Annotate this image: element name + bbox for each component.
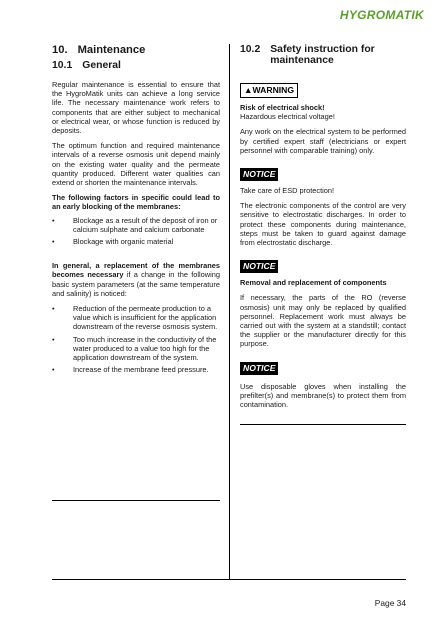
warning-text: Any work on the electrical system to be performed by certified expert staff (electricians or expert personnel with comparable training) only. (240, 127, 406, 155)
parameters-list (52, 304, 220, 374)
list-item: • Blockage as a result of the deposit of iron or calcium sulphate and calcium carbonate (52, 215, 218, 234)
right-end-rule (240, 424, 406, 425)
list-item: • Too much increase in the conductivity of the water produced to a value too high for the application downstream of the system. (52, 334, 217, 363)
warning-subheading: Hazardous electrical voltage! (240, 112, 335, 122)
notice-badge: NOTICE (240, 168, 278, 181)
subsection-heading-general: 10.1 General (52, 60, 121, 71)
page-number: Page 34 (374, 598, 406, 608)
subsection-heading-safety: 10.2 Safety instruction for maintenance (240, 44, 375, 66)
section-heading: 10. Maintenance (52, 44, 146, 56)
column-divider (229, 44, 230, 579)
general-paragraph-2: The optimum function and required maintenance intervals of a reverse osmosis unit depend mainly on the existing water quality and the permeate quantity produced. Different water qualities can extend or shorten the maintenance intervals. (52, 141, 220, 188)
footer-rule (52, 579, 406, 580)
notice-badge: NOTICE (240, 362, 278, 375)
general-paragraph-1: Regular maintenance is essential to ensure that the HygroMatik units can achieve a long service life. The necessary maintenance work refers to components that are either subject to mechanical or electrical wear, or whose function is reduced by deposits. (52, 80, 220, 136)
warning-heading: Risk of electrical shock! (240, 103, 325, 112)
left-column (52, 44, 220, 377)
list-item: • Reduction of the permeate production to a value which is insufficient for the application downstream of the reverse osmosis system. (52, 304, 218, 332)
factors-list (52, 216, 220, 247)
notice-replacement-heading: Removal and replacement of components (240, 278, 387, 288)
list-item: • Blockage with organic material (52, 237, 174, 247)
notice-badge: NOTICE (240, 260, 278, 273)
notice-gloves-text: Use disposable gloves when installing the prefilter(s) and membrane(s) to protect them from contamination. (240, 381, 406, 410)
notice-esd-heading: Take care of ESD protection! (240, 186, 335, 196)
warning-badge: ▲WARNING (240, 83, 298, 98)
replacement-paragraph: In general, a replacement of the membranes becomes necessary if a change in the following basic system parameters (at the same temperature and salinity) is noticed: (52, 261, 220, 298)
notice-replacement-text: If necessary, the parts of the RO (reverse osmosis) unit may only be replaced by qualified personnel. Replacement work must always be carried out with the system at a standstill; contact the supplier or the manufacturer directly for this purpose. (240, 293, 406, 349)
left-end-rule (52, 500, 220, 501)
warning-triangle-icon: ▲ (244, 85, 253, 95)
factors-heading: The following factors in specific could lead to an early blocking of the membranes: (52, 193, 220, 212)
list-item: • Increase of the membrane feed pressure. (52, 365, 209, 375)
hygromatik-logo: HYGROMATIK (339, 8, 424, 22)
notice-esd-text: The electronic components of the control are very sensitive to electrostatic discharges. In order to protect these components during maintenance, steps must be taken to guard against damage from electrostatic discharge. (240, 201, 406, 248)
right-column (240, 44, 406, 409)
